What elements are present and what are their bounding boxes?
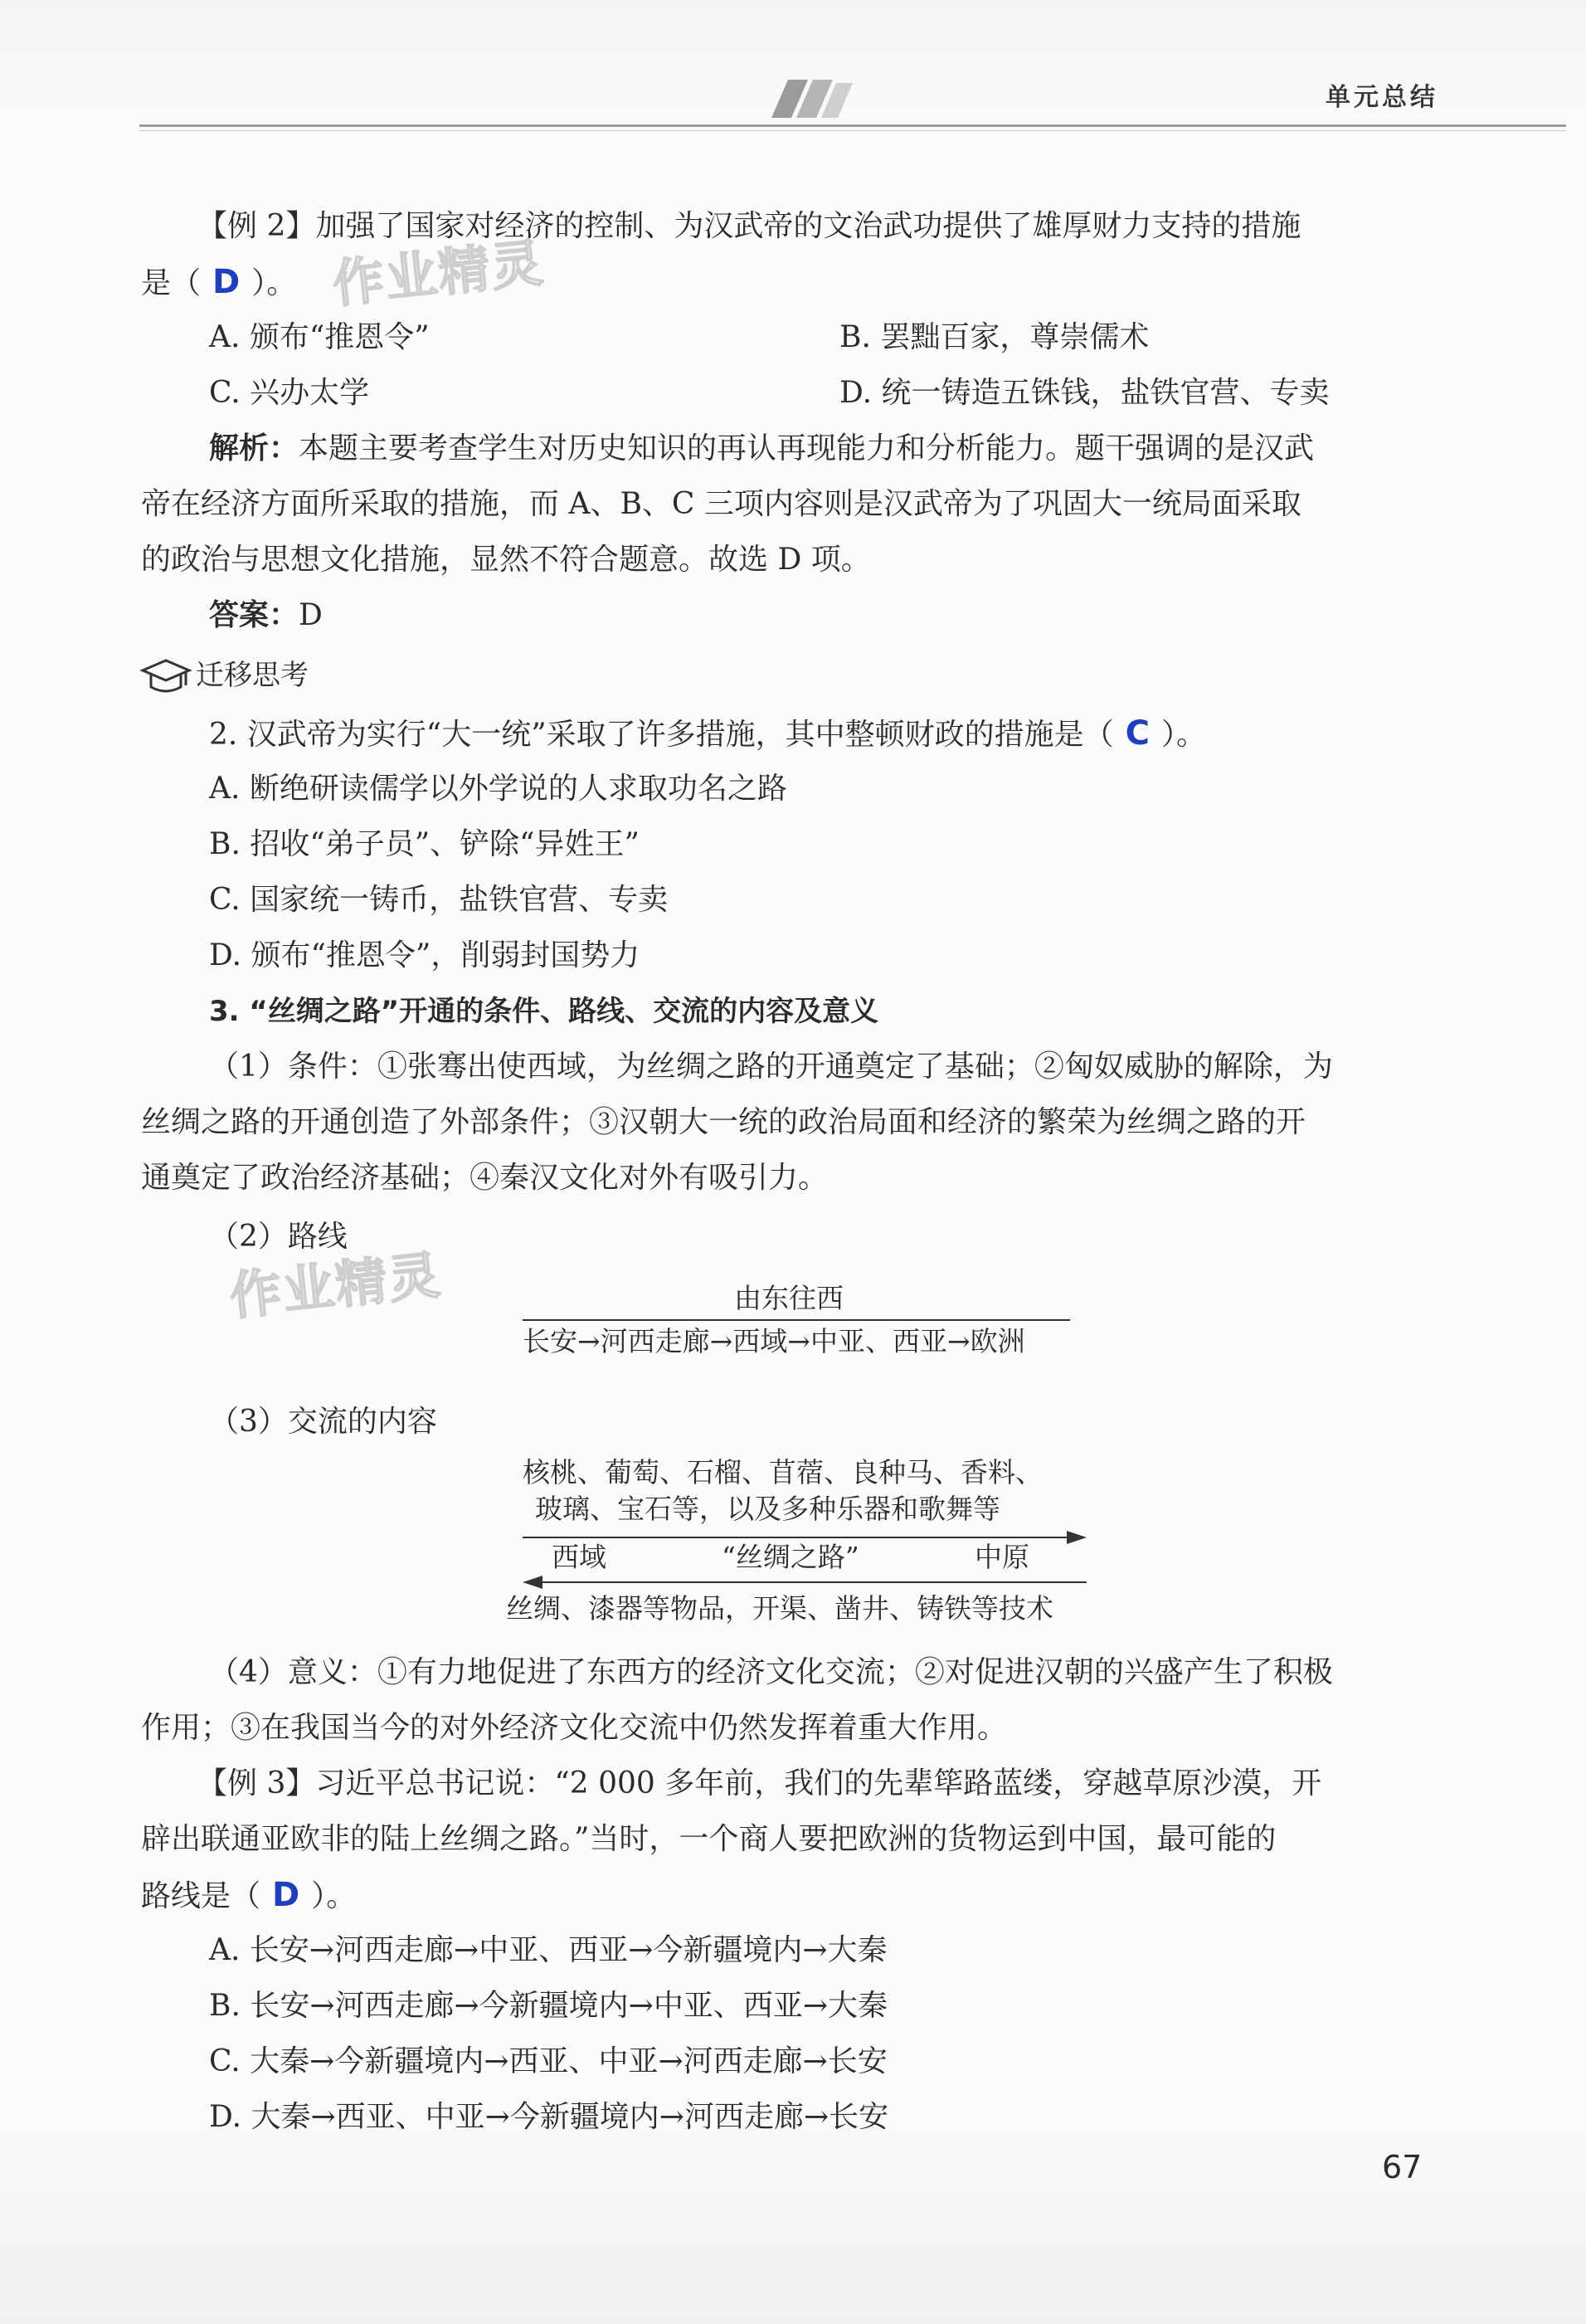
ex3-option-b: B. 长安→河西走廊→今新疆境内→中亚、西亚→大秦: [209, 1989, 888, 2023]
section3-meaning-line2: 作用；③在我国当今的对外经济文化交流中仍然发挥着重大作用。: [141, 1711, 1008, 1745]
exchange-west-goods-line1: 核桃、葡萄、石榴、苜蓿、良种马、香料、: [523, 1456, 1043, 1488]
exchange-right-label: 中原: [975, 1541, 1029, 1573]
watermark: 作业精灵: [226, 1244, 445, 1328]
think-option-d: D. 颁布“推恩令”，削弱封国势力: [209, 938, 640, 972]
section3-condition-line1: （1）条件：①张骞出使西域，为丝绸之路的开通奠定了基础；②匈奴威胁的解除，为: [209, 1050, 1333, 1084]
ex3-option-a: A. 长安→河西走廊→中亚、西亚→今新疆境内→大秦: [209, 1933, 888, 1967]
ex2-answer-line: [209, 596, 323, 636]
exchange-east-goods: 丝绸、漆器等物品，开渠、凿井、铸铁等技术: [506, 1592, 1053, 1625]
route-path: 长安→河西走廊→西域→中亚、西亚→欧洲: [523, 1325, 1025, 1357]
ex2-option-d: D. 统一铸造五铢钱，盐铁官营、专卖: [839, 376, 1330, 410]
ex3-answer-mark: D: [272, 1876, 300, 1914]
answer-label: 答案：: [209, 598, 299, 632]
ex2-stem-suffix: ）。: [251, 266, 297, 300]
arrow-left-icon: [523, 1574, 1087, 1591]
exchange-middle-label: “丝绸之路”: [722, 1541, 859, 1573]
exchange-left-label: 西域: [552, 1541, 606, 1573]
exchange-west-goods-line2: 玻璃、宝石等，以及多种乐器和歌舞等: [535, 1493, 1000, 1525]
route-diagram: [514, 1282, 1078, 1373]
analysis-text: 本题主要考查学生对历史知识的再认再现能力和分析能力。题干强调的是汉武: [299, 431, 1315, 465]
header-rule-thin: [139, 130, 1566, 131]
section3-condition-line3: 通奠定了政治经济基础；④秦汉文化对外有吸引力。: [141, 1161, 829, 1195]
ex2-stem-prefix: 是（: [141, 266, 202, 300]
watermark: 作业精灵: [329, 231, 547, 315]
think-answer-mark: C: [1125, 714, 1150, 753]
graduation-cap-icon: [139, 657, 192, 700]
ex2-option-b: B. 罢黜百家，尊崇儒术: [839, 320, 1150, 354]
section3-condition-line2: 丝绸之路的开通创造了外部条件；③汉朝大一统的政治局面和经济的繁荣为丝绸之路的开: [141, 1105, 1306, 1139]
header-title: 单元总结: [1326, 83, 1438, 112]
header-rule: [139, 124, 1566, 127]
ex2-option-a: A. 颁布“推恩令”: [209, 320, 430, 354]
analysis-label: 解析：: [209, 431, 299, 465]
section3-meaning-line1: （4）意义：①有力地促进了东西方的经济文化交流；②对促进汉朝的兴盛产生了积极: [209, 1655, 1333, 1689]
think-question-suffix: ）。: [1160, 718, 1206, 752]
exchange-diagram: [498, 1456, 1112, 1639]
ex2-option-c: C. 兴办太学: [209, 376, 370, 410]
ex2-analysis-line2: 帝在经济方面所采取的措施，而 A、B、C 三项内容则是汉武帝为了巩固大一统局面采取: [141, 487, 1301, 521]
think-question: [209, 714, 1206, 755]
think-option-b: B. 招收“弟子员”、铲除“异姓王”: [209, 827, 640, 861]
ex2-analysis-line3: 的政治与思想文化措施，显然不符合题意。故选 D 项。: [141, 543, 871, 577]
ex3-option-d: D. 大秦→西亚、中亚→今新疆境内→河西走廊→长安: [209, 2100, 889, 2134]
think-question-text: 2. 汉武帝为实行“大一统”采取了许多措施，其中整顿财政的措施是（: [209, 718, 1114, 752]
ex3-stem-line2: 辟出联通亚欧非的陆上丝绸之路。”当时，一个商人要把欧洲的货物运到中国，最可能的: [141, 1822, 1277, 1856]
page-number: 67: [1382, 2149, 1423, 2185]
exchange-label: （3）交流的内容: [209, 1405, 437, 1439]
ex2-stem-line2: [141, 262, 296, 304]
ex2-stem-line1: 【例 2】加强了国家对经济的控制、为汉武帝的文治武功提供了雄厚财力支持的措施: [197, 209, 1301, 243]
ex2-answer-mark: D: [212, 263, 241, 301]
route-label: （2）路线: [209, 1220, 348, 1254]
ex2-analysis-line1: [209, 429, 1314, 469]
ex3-stem-line3: [141, 1875, 356, 1917]
route-direction: 由东往西: [734, 1282, 844, 1314]
answer-value: D: [299, 598, 323, 632]
ex3-stem-suffix: ）。: [311, 1879, 357, 1913]
section3-heading: 3. “丝绸之路”开通的条件、路线、交流的内容及意义: [209, 995, 879, 1028]
ex3-stem-prefix: 路线是（: [141, 1879, 261, 1913]
think-option-a: A. 断绝研读儒学以外学说的人求取功名之路: [209, 772, 787, 806]
header-stripes-icon: [755, 76, 854, 119]
ex3-stem-line1: 【例 3】习近平总书记说：“2 000 多年前，我们的先辈筚路蓝缕，穿越草原沙漠，开: [197, 1766, 1322, 1800]
think-option-c: C. 国家统一铸币，盐铁官营、专卖: [209, 883, 669, 917]
route-rule: [523, 1319, 1070, 1321]
ex3-option-c: C. 大秦→今新疆境内→西亚、中亚→河西走廊→长安: [209, 2044, 888, 2078]
transfer-thinking-title: 迁移思考: [196, 659, 309, 692]
